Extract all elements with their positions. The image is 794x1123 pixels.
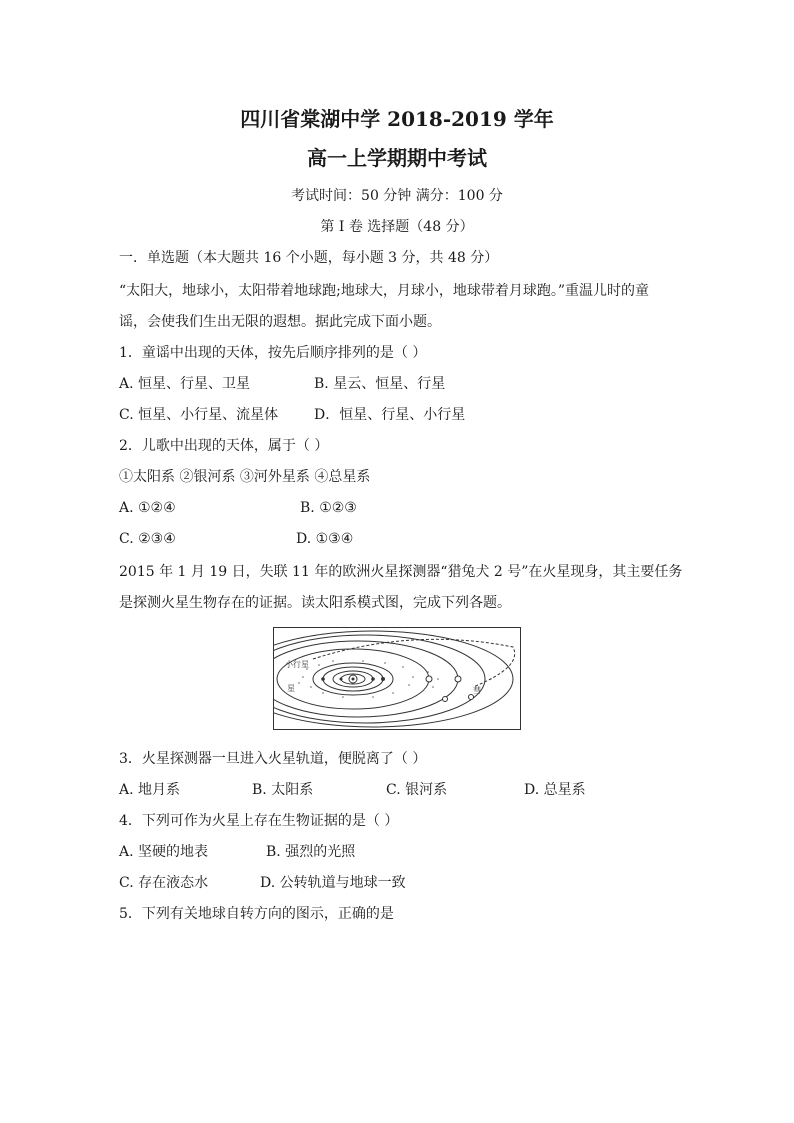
question-2-items: ①太阳系 ②银河系 ③河外星系 ④总星系 bbox=[119, 469, 371, 485]
question-2-option-c: C. ②③④ bbox=[119, 531, 176, 547]
section-title: 第 I 卷 选择题（48 分） bbox=[320, 219, 474, 235]
diagram-label-star: 星 bbox=[287, 684, 295, 693]
question-2-option-b: B. ①②③ bbox=[300, 500, 357, 516]
title-line-2: 高一上学期期中考试 bbox=[307, 146, 487, 170]
question-3-stem: 3．火星探测器一旦进入火星轨道，便脱离了（ ） bbox=[119, 751, 427, 767]
passage-1-line-2: 谣，会使我们生出无限的遐想。据此完成下面小题。 bbox=[119, 314, 441, 330]
title-line-1: 四川省棠湖中学 2018-2019 学年 bbox=[240, 107, 554, 131]
question-3-option-d: D. 总星系 bbox=[524, 782, 586, 798]
question-3-option-c: C. 银河系 bbox=[386, 782, 448, 798]
passage-2-line-2: 是探测火星生物存在的证据。读太阳系模式图，完成下列各题。 bbox=[119, 595, 511, 611]
diagram-label-asteroid: 小行星 bbox=[285, 660, 309, 669]
question-4-option-a: A. 坚硬的地表 bbox=[119, 844, 209, 860]
question-1-option-a: A. 恒星、行星、卫星 bbox=[119, 376, 251, 392]
question-5-stem: 5．下列有关地球自转方向的图示，正确的是 bbox=[119, 906, 394, 922]
question-1-stem: 1．童谣中出现的天体，按先后顺序排列的是（ ） bbox=[119, 345, 427, 361]
question-2-option-a: A. ①②④ bbox=[119, 500, 176, 516]
question-4-option-d: D. 公转轨道与地球一致 bbox=[260, 875, 406, 891]
question-4-option-b: B. 强烈的光照 bbox=[266, 844, 356, 860]
passage-1-line-1: “太阳大，地球小，太阳带着地球跑;地球大，月球小，地球带着月球跑。”重温儿时的童 bbox=[119, 283, 650, 299]
solar-system-diagram bbox=[273, 627, 521, 730]
section-heading: 一．单选题（本大题共 16 个小题，每小题 3 分，共 48 分） bbox=[119, 250, 499, 266]
question-1-option-c: C. 恒星、小行星、流星体 bbox=[119, 407, 279, 423]
question-1-option-d: D．恒星、行星、小行星 bbox=[314, 407, 466, 423]
question-4-option-c: C. 存在液态水 bbox=[119, 875, 209, 891]
passage-2-line-1: 2015 年 1 月 19 日，失联 11 年的欧洲火星探测器“猎兔犬 2 号”在火星现身，其主要任务 bbox=[119, 564, 683, 580]
question-2-option-d: D. ①③④ bbox=[296, 531, 354, 547]
question-1-option-b: B. 星云、恒星、行星 bbox=[314, 376, 446, 392]
question-4-stem: 4．下列可作为火星上存在生物证据的是（ ） bbox=[119, 813, 399, 829]
diagram-label-comet: 彗 bbox=[473, 686, 481, 695]
question-2-stem: 2．儿歌中出现的天体，属于（ ） bbox=[119, 438, 329, 454]
question-3-option-b: B. 太阳系 bbox=[252, 782, 314, 798]
question-3-option-a: A. 地月系 bbox=[119, 782, 181, 798]
exam-info: 考试时间：50 分钟 满分：100 分 bbox=[291, 188, 503, 204]
